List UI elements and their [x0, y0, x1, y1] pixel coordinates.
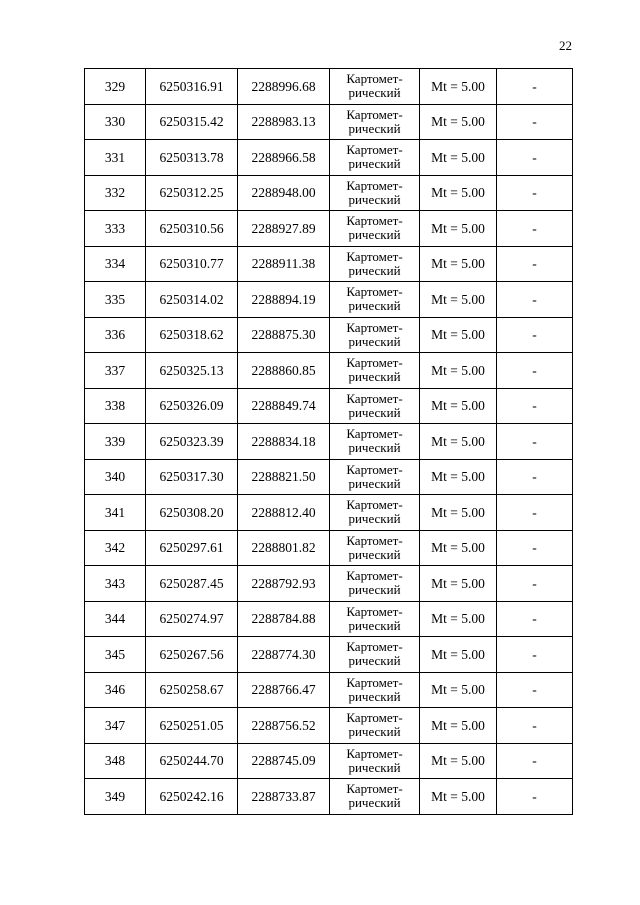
table-row: [85, 69, 573, 105]
point-number-cell: 346: [85, 672, 146, 708]
note-cell: -: [497, 637, 573, 673]
method-cell: [330, 708, 420, 744]
accuracy-cell: Mt = 5.00: [420, 246, 497, 282]
table-row: [85, 779, 573, 815]
table-row: [85, 175, 573, 211]
method-line: Картомет-: [346, 355, 403, 371]
x-coordinate-cell: 6250242.16: [146, 779, 238, 815]
coordinates-table: [84, 68, 573, 815]
x-coordinate-cell: 6250315.42: [146, 104, 238, 140]
accuracy-cell: Mt = 5.00: [420, 708, 497, 744]
point-number-cell: 339: [85, 424, 146, 460]
note-cell: -: [497, 743, 573, 779]
method-line: рический: [348, 333, 401, 349]
method-cell: [330, 779, 420, 815]
point-number-cell: 343: [85, 566, 146, 602]
method-cell: [330, 743, 420, 779]
method-line: рический: [348, 369, 401, 385]
accuracy-cell: Mt = 5.00: [420, 104, 497, 140]
y-coordinate-cell: 2288996.68: [238, 69, 330, 105]
y-coordinate-cell: 2288948.00: [238, 175, 330, 211]
x-coordinate-cell: 6250314.02: [146, 282, 238, 318]
note-cell: -: [497, 566, 573, 602]
point-number-cell: 349: [85, 779, 146, 815]
x-coordinate-cell: 6250316.91: [146, 69, 238, 105]
note-cell: -: [497, 246, 573, 282]
point-number-cell: 342: [85, 530, 146, 566]
method-line: рический: [348, 688, 401, 704]
method-cell: [330, 566, 420, 602]
method-line: Картомет-: [346, 461, 403, 477]
method-line: рический: [348, 724, 401, 740]
method-cell: [330, 495, 420, 531]
accuracy-cell: Mt = 5.00: [420, 424, 497, 460]
y-coordinate-cell: 2288801.82: [238, 530, 330, 566]
x-coordinate-cell: 6250244.70: [146, 743, 238, 779]
accuracy-cell: Mt = 5.00: [420, 211, 497, 247]
note-cell: -: [497, 601, 573, 637]
method-cell: [330, 353, 420, 389]
accuracy-cell: Mt = 5.00: [420, 530, 497, 566]
note-cell: -: [497, 530, 573, 566]
note-cell: -: [497, 353, 573, 389]
x-coordinate-cell: 6250287.45: [146, 566, 238, 602]
table-row: [85, 637, 573, 673]
method-line: Картомет-: [346, 745, 403, 761]
note-cell: -: [497, 69, 573, 105]
method-line: Картомет-: [346, 568, 403, 584]
accuracy-cell: Mt = 5.00: [420, 601, 497, 637]
page-number: 22: [559, 38, 572, 53]
point-number-cell: 338: [85, 388, 146, 424]
method-cell: [330, 69, 420, 105]
point-number-cell: 335: [85, 282, 146, 318]
x-coordinate-cell: 6250318.62: [146, 317, 238, 353]
x-coordinate-cell: 6250326.09: [146, 388, 238, 424]
table-row: [85, 140, 573, 176]
point-number-cell: 345: [85, 637, 146, 673]
y-coordinate-cell: 2288745.09: [238, 743, 330, 779]
table-row: [85, 708, 573, 744]
y-coordinate-cell: 2288983.13: [238, 104, 330, 140]
method-line: рический: [348, 511, 401, 527]
table-row: [85, 246, 573, 282]
note-cell: -: [497, 317, 573, 353]
x-coordinate-cell: 6250297.61: [146, 530, 238, 566]
method-cell: [330, 388, 420, 424]
table-row: [85, 424, 573, 460]
y-coordinate-cell: 2288849.74: [238, 388, 330, 424]
method-line: рический: [348, 440, 401, 456]
table-row: [85, 495, 573, 531]
method-line: Картомет-: [346, 284, 403, 300]
table-row: [85, 459, 573, 495]
accuracy-cell: Mt = 5.00: [420, 140, 497, 176]
y-coordinate-cell: 2288875.30: [238, 317, 330, 353]
x-coordinate-cell: 6250310.77: [146, 246, 238, 282]
method-line: рический: [348, 546, 401, 562]
point-number-cell: 329: [85, 69, 146, 105]
method-line: рический: [348, 298, 401, 314]
table-row: [85, 530, 573, 566]
accuracy-cell: Mt = 5.00: [420, 353, 497, 389]
method-line: Картомет-: [346, 248, 403, 264]
table-row: [85, 353, 573, 389]
y-coordinate-cell: 2288927.89: [238, 211, 330, 247]
method-line: Картомет-: [346, 142, 403, 158]
method-line: рический: [348, 404, 401, 420]
method-line: Картомет-: [346, 426, 403, 442]
method-cell: [330, 424, 420, 460]
point-number-cell: 333: [85, 211, 146, 247]
point-number-cell: 341: [85, 495, 146, 531]
method-line: рический: [348, 262, 401, 278]
accuracy-cell: Mt = 5.00: [420, 495, 497, 531]
note-cell: -: [497, 211, 573, 247]
note-cell: -: [497, 104, 573, 140]
note-cell: -: [497, 779, 573, 815]
method-cell: [330, 459, 420, 495]
table-row: [85, 566, 573, 602]
method-cell: [330, 317, 420, 353]
coordinates-table-body: [85, 69, 573, 815]
y-coordinate-cell: 2288784.88: [238, 601, 330, 637]
x-coordinate-cell: 6250308.20: [146, 495, 238, 531]
note-cell: -: [497, 424, 573, 460]
note-cell: -: [497, 282, 573, 318]
accuracy-cell: Mt = 5.00: [420, 282, 497, 318]
method-cell: [330, 530, 420, 566]
y-coordinate-cell: 2288812.40: [238, 495, 330, 531]
method-line: Картомет-: [346, 390, 403, 406]
accuracy-cell: Mt = 5.00: [420, 388, 497, 424]
table-row: [85, 743, 573, 779]
method-line: рический: [348, 475, 401, 491]
y-coordinate-cell: 2288860.85: [238, 353, 330, 389]
y-coordinate-cell: 2288792.93: [238, 566, 330, 602]
point-number-cell: 347: [85, 708, 146, 744]
note-cell: -: [497, 140, 573, 176]
method-cell: [330, 282, 420, 318]
accuracy-cell: Mt = 5.00: [420, 566, 497, 602]
x-coordinate-cell: 6250313.78: [146, 140, 238, 176]
x-coordinate-cell: 6250312.25: [146, 175, 238, 211]
x-coordinate-cell: 6250310.56: [146, 211, 238, 247]
accuracy-cell: Mt = 5.00: [420, 672, 497, 708]
point-number-cell: 337: [85, 353, 146, 389]
method-cell: [330, 104, 420, 140]
method-line: Картомет-: [346, 177, 403, 193]
y-coordinate-cell: 2288894.19: [238, 282, 330, 318]
point-number-cell: 344: [85, 601, 146, 637]
point-number-cell: 336: [85, 317, 146, 353]
table-row: [85, 601, 573, 637]
method-cell: [330, 246, 420, 282]
table-row: [85, 104, 573, 140]
method-line: рический: [348, 85, 401, 101]
table-row: [85, 282, 573, 318]
y-coordinate-cell: 2288774.30: [238, 637, 330, 673]
point-number-cell: 331: [85, 140, 146, 176]
point-number-cell: 348: [85, 743, 146, 779]
method-line: рический: [348, 653, 401, 669]
method-cell: [330, 211, 420, 247]
note-cell: -: [497, 175, 573, 211]
method-line: Картомет-: [346, 674, 403, 690]
method-line: Картомет-: [346, 639, 403, 655]
point-number-cell: 340: [85, 459, 146, 495]
y-coordinate-cell: 2288821.50: [238, 459, 330, 495]
method-line: рический: [348, 227, 401, 243]
method-cell: [330, 601, 420, 637]
accuracy-cell: Mt = 5.00: [420, 459, 497, 495]
table-row: [85, 388, 573, 424]
note-cell: -: [497, 495, 573, 531]
note-cell: -: [497, 708, 573, 744]
method-line: рический: [348, 582, 401, 598]
table-row: [85, 211, 573, 247]
method-cell: [330, 637, 420, 673]
x-coordinate-cell: 6250274.97: [146, 601, 238, 637]
method-line: Картомет-: [346, 71, 403, 87]
x-coordinate-cell: 6250267.56: [146, 637, 238, 673]
method-line: Картомет-: [346, 106, 403, 122]
x-coordinate-cell: 6250251.05: [146, 708, 238, 744]
method-line: Картомет-: [346, 710, 403, 726]
method-cell: [330, 140, 420, 176]
method-line: рический: [348, 617, 401, 633]
method-line: Картомет-: [346, 603, 403, 619]
x-coordinate-cell: 6250325.13: [146, 353, 238, 389]
note-cell: -: [497, 459, 573, 495]
method-line: рический: [348, 120, 401, 136]
point-number-cell: 332: [85, 175, 146, 211]
method-line: Картомет-: [346, 781, 403, 797]
point-number-cell: 334: [85, 246, 146, 282]
accuracy-cell: Mt = 5.00: [420, 317, 497, 353]
accuracy-cell: Mt = 5.00: [420, 175, 497, 211]
y-coordinate-cell: 2288911.38: [238, 246, 330, 282]
y-coordinate-cell: 2288766.47: [238, 672, 330, 708]
y-coordinate-cell: 2288756.52: [238, 708, 330, 744]
note-cell: -: [497, 672, 573, 708]
accuracy-cell: Mt = 5.00: [420, 779, 497, 815]
y-coordinate-cell: 2288733.87: [238, 779, 330, 815]
method-line: Картомет-: [346, 532, 403, 548]
x-coordinate-cell: 6250258.67: [146, 672, 238, 708]
y-coordinate-cell: 2288834.18: [238, 424, 330, 460]
method-line: рический: [348, 795, 401, 811]
table-row: [85, 317, 573, 353]
accuracy-cell: Mt = 5.00: [420, 637, 497, 673]
note-cell: -: [497, 388, 573, 424]
method-line: рический: [348, 191, 401, 207]
y-coordinate-cell: 2288966.58: [238, 140, 330, 176]
method-line: рический: [348, 156, 401, 172]
method-line: Картомет-: [346, 497, 403, 513]
accuracy-cell: Mt = 5.00: [420, 743, 497, 779]
method-cell: [330, 175, 420, 211]
method-line: рический: [348, 759, 401, 775]
method-line: Картомет-: [346, 319, 403, 335]
point-number-cell: 330: [85, 104, 146, 140]
x-coordinate-cell: 6250317.30: [146, 459, 238, 495]
accuracy-cell: Mt = 5.00: [420, 69, 497, 105]
method-line: Картомет-: [346, 213, 403, 229]
method-cell: [330, 672, 420, 708]
x-coordinate-cell: 6250323.39: [146, 424, 238, 460]
table-row: [85, 672, 573, 708]
